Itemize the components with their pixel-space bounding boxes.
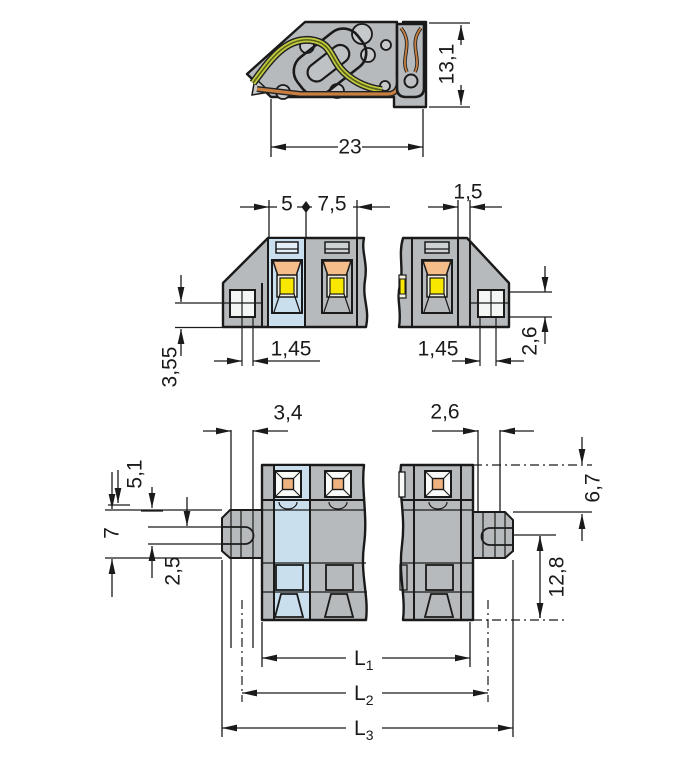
dimension-end-wall [428,181,502,242]
vent-slot [425,242,449,253]
dimension-slot-offset-left [203,402,303,432]
dimension-body-to-flange-right [582,437,605,541]
dim-label-12-8: 12,8 [545,556,569,598]
right-mounting-flange [473,512,513,558]
front-left-flange-hole [175,290,262,317]
front-view [159,181,553,388]
dimension-overall-height [429,23,470,107]
dimension-foot-height [159,275,224,387]
dimension-hole-height [519,266,546,356]
dim-label-6-7: 6,7 [581,473,605,503]
partial-clamp-opening [399,472,405,497]
vent-slot [325,242,349,253]
dim-label-1-45-right: 1,45 [417,337,459,361]
dim-label-1-5: 1,5 [453,180,483,204]
dimension-slot-offset-right [430,401,534,432]
clamp-opening [275,471,301,497]
clamp-opening [425,471,451,497]
vent-slot [276,242,298,253]
dim-label-5: 5 [281,192,293,216]
dim-label-7: 7 [100,527,124,539]
contact-pocket [397,24,424,97]
dim-label-l3: $L_3$ [354,716,374,743]
dimension-l1 [262,622,470,673]
left-mounting-flange [222,510,262,558]
shared-dim-diamond [302,201,311,213]
dim-label-23: 23 [338,135,362,159]
clamp-opening [325,471,351,497]
dim-label-2-6-bottom: 2,6 [430,400,460,424]
dimension-slot-to-bottom [540,536,569,618]
dimension-hole-left [214,338,320,362]
dimension-hole-right [418,338,524,362]
dim-label-7-5: 7,5 [317,192,347,216]
dimension-flange-width [101,472,124,597]
dim-label-2-5: 2,5 [161,556,185,586]
dim-label-l1: $L_1$ [354,646,374,673]
dim-label-13-1: 13,1 [435,43,459,85]
dimension-pitch [240,191,390,238]
partial-terminal [399,275,406,298]
dim-label-l2: $L_2$ [354,681,374,708]
dim-label-2-6-front: 2,6 [518,326,542,356]
dim-label-3-55: 3,55 [158,346,182,388]
side-profile-view [247,21,470,158]
dim-label-5-1: 5,1 [123,459,147,489]
dimension-body-to-flange-left [108,459,163,511]
dim-label-3-4: 3,4 [273,401,303,425]
dim-label-1-45-left: 1,45 [270,337,312,361]
bottom-view [101,401,605,744]
